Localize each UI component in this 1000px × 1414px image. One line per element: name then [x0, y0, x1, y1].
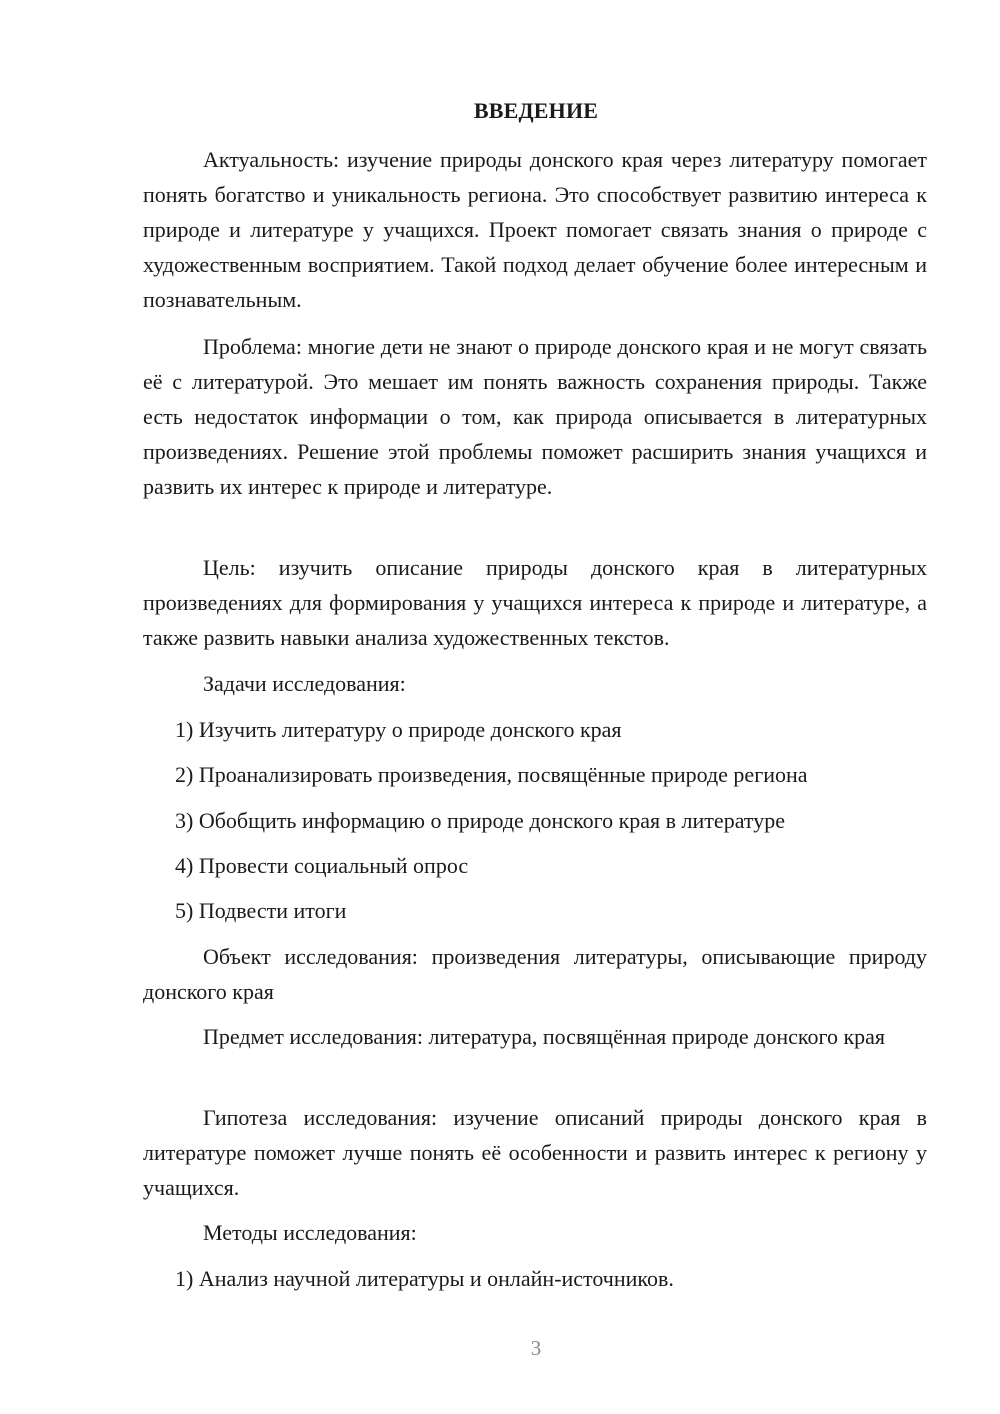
task-item: 1) Изучить литературу о природе донского края: [175, 717, 622, 742]
page-number: 3: [530, 1336, 542, 1360]
page-title: ВВЕДЕНИЕ: [473, 98, 599, 123]
task-item: 2) Проанализировать произведения, посвящённые природе региона: [175, 762, 808, 787]
subject-paragraph: Предмет исследования: литература, посвящённая природе донского края: [203, 1024, 886, 1049]
relevance-paragraph: Актуальность: изучение природы донского края через литературу помогает понять богатство и уникальность региона. Это способствует развитию интереса к природе и литературе у учащихся. Проект помогает связать знания о природе с художественным восприятием. Такой подход делает обучение более интересным и познавательным.: [143, 147, 927, 312]
goal-paragraph: Цель: изучить описание природы донского края в литературных произведениях для формирования у учащихся интереса к природе и литературе, а также развить навыки анализа художественных текстов.: [143, 555, 927, 650]
tasks-heading: Задачи исследования:: [203, 671, 406, 696]
problem-paragraph: Проблема: многие дети не знают о природе донского края и не могут связать её с литературой. Это мешает им понять важность сохранения природы. Также есть недостаток информации о том, как природа описывается в литературных произведениях. Решение этой проблемы поможет расширить знания учащихся и развить их интерес к природе и литературе.: [143, 334, 927, 499]
hypothesis-paragraph: Гипотеза исследования: изучение описаний природы донского края в литературе поможет лучше понять её особенности и развить интерес к региону у учащихся.: [143, 1105, 927, 1200]
object-paragraph: Объект исследования: произведения литературы, описывающие природу донского края: [143, 944, 927, 1004]
task-item: 4) Провести социальный опрос: [175, 853, 469, 878]
method-item: 1) Анализ научной литературы и онлайн-источников.: [175, 1266, 674, 1291]
methods-heading: Методы исследования:: [203, 1220, 417, 1245]
task-item: 5) Подвести итоги: [175, 898, 347, 923]
task-item: 3) Обобщить информацию о природе донского края в литературе: [175, 808, 785, 833]
